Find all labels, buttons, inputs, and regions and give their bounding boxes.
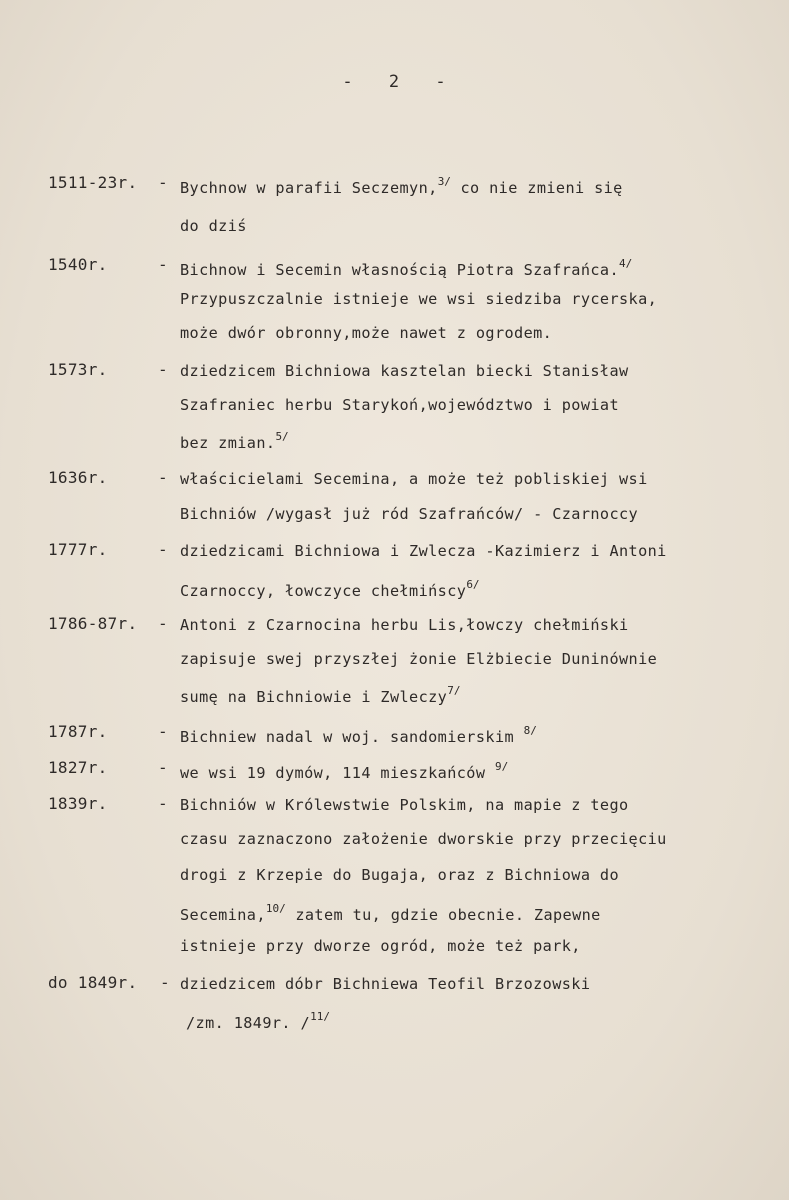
entry-dash: - xyxy=(158,722,168,741)
footnote-ref: 10/ xyxy=(265,902,286,915)
entry-line xyxy=(180,724,537,746)
entry-line: właścicielami Secemina, a może też pobliskiej wsi xyxy=(180,470,648,488)
entry-dash: - xyxy=(158,758,168,777)
entry-line xyxy=(180,430,289,452)
entry-date: 1786-87r. xyxy=(48,614,138,633)
entry-text: we wsi 19 dymów, 114 mieszkańców xyxy=(180,764,495,782)
entry-text: /zm. 1849r. / xyxy=(186,1014,311,1032)
entry-dash: - xyxy=(158,255,168,274)
entry-line: zapisuje swej przyszłej żonie Elżbiecie Duninównie xyxy=(180,650,658,668)
footnote-ref: 9/ xyxy=(494,760,509,773)
entry-text: zatem tu, gdzie obecnie. Zapewne xyxy=(285,906,601,924)
entry-line xyxy=(180,902,601,924)
entry-line: dziedzicem dóbr Bichniewa Teofil Brzozowski xyxy=(180,975,591,993)
entry-line: istnieje przy dworze ogród, może też park, xyxy=(180,937,581,955)
footnote-ref: 4/ xyxy=(619,257,633,270)
entry-text: Bychnow w parafii Seczemyn, xyxy=(180,179,438,197)
entry-line: Antoni z Czarnocina herbu Lis,łowczy chełmiński xyxy=(180,616,629,634)
entry-date: 1839r. xyxy=(48,794,108,813)
entry-text: Bichniew nadal w woj. sandomierskim xyxy=(180,728,524,746)
entry-line: Bichniów /wygasł już ród Szafrańców/ - Czarnoccy xyxy=(180,505,639,523)
entry-line xyxy=(180,257,632,279)
entry-date: 1636r. xyxy=(48,468,108,487)
entry-date: 1777r. xyxy=(48,540,108,559)
entry-line xyxy=(180,684,460,706)
entry-line: dziedzicem Bichniowa kasztelan biecki Stanisław xyxy=(180,362,629,380)
entry-text: Secemina, xyxy=(180,906,266,924)
entry-dash: - xyxy=(158,614,168,633)
entry-dash: - xyxy=(158,360,168,379)
entry-dash: - xyxy=(158,173,168,192)
entry-line: dziedzicami Bichniowa i Zwlecza -Kazimierz i Antoni xyxy=(180,542,667,560)
footnote-ref: 8/ xyxy=(523,724,537,737)
entry-line: czasu zaznaczono założenie dworskie przy przecięciu xyxy=(180,830,667,848)
entry-dash: - xyxy=(158,794,168,813)
entry-dash: - xyxy=(158,468,168,487)
footnote-ref: 11/ xyxy=(310,1010,330,1023)
entry-text: sumę na Bichniowie i Zwleczy xyxy=(180,688,448,706)
page-number-dash-right: - xyxy=(435,72,447,92)
page-number xyxy=(0,72,789,92)
entry-date: do 1849r. xyxy=(48,973,138,992)
footnote-ref: 3/ xyxy=(437,175,451,188)
footnote-ref: 5/ xyxy=(275,430,289,443)
entry-date: 1787r. xyxy=(48,722,108,741)
footnote-ref: 6/ xyxy=(466,578,480,591)
entry-date: 1540r. xyxy=(48,255,108,274)
entry-dash: - xyxy=(160,973,170,992)
entry-line: Przypuszczalnie istnieje we wsi siedziba rycerska, xyxy=(180,290,658,308)
entry-date: 1573r. xyxy=(48,360,108,379)
entry-line: do dziś xyxy=(180,217,247,235)
entry-text: bez zmian. xyxy=(180,434,276,452)
entry-line xyxy=(180,175,623,197)
footnote-ref: 7/ xyxy=(447,684,461,697)
entry-line: Bichniów w Królewstwie Polskim, na mapie z tego xyxy=(180,796,629,814)
entry-line: Szafraniec herbu Starykoń,województwo i powiat xyxy=(180,396,620,414)
entry-line xyxy=(180,760,508,782)
entry-text: co nie zmieni się xyxy=(450,179,623,197)
entry-dash: - xyxy=(158,540,168,559)
entry-line: drogi z Krzepie do Bugaja, oraz z Bichniowa do xyxy=(180,866,620,884)
entry-date: 1511-23r. xyxy=(48,173,138,192)
entry-text: Czarnoccy, łowczyce chełmińscy xyxy=(180,582,467,600)
entry-line: może dwór obronny,może nawet z ogrodem. xyxy=(180,324,553,342)
page-number-value: 2 xyxy=(388,72,401,92)
entry-line xyxy=(180,578,480,600)
entry-date: 1827r. xyxy=(48,758,108,777)
entry-text: Bichnow i Secemin własnością Piotra Szafrańca. xyxy=(180,261,620,279)
entry-line xyxy=(186,1010,330,1032)
page-number-dash-left: - xyxy=(342,72,354,92)
